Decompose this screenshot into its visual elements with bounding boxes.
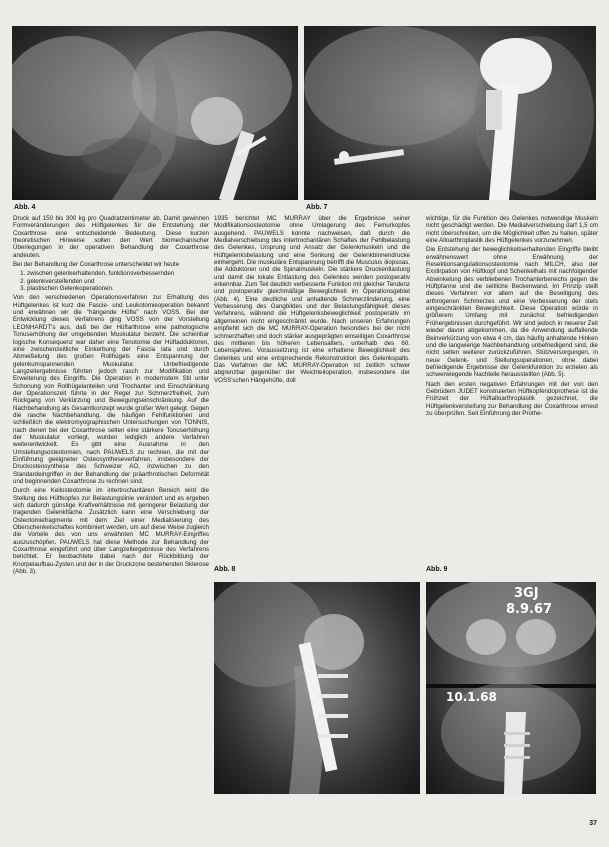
figure-abb-8-xray: [214, 582, 420, 794]
figure-abb-9-caption: Abb. 9: [426, 566, 448, 573]
right-paragraph-2: Die Entstehung der beweglichkeitserhaltenden Eingriffe bleibt erwähnenswert ohne Erwähnung der Resektionsangulationsosteotomie nach MILCH, also der Exstirpation von Hüftkopf und Schenkelhals mit nachfolgender Abwinkelung des verbliebenen Trochanterbereichs gegen die Hüftpfanne und die seitliche Beckenwand. Im Prinzip stellt dieses Verfahren vor allem auf die Beseitigung des arthrogenen Schmerzes und eine Verbesserung der stets eingeschränkten Beweglichkeit. Diese Operation würde in größerem Umfang mit zunächst befriedigenden Frühergebnissen durchgeführt. Wir sind jedoch in neuerer Zeit wieder davon abgekommen, da die Anwendung auffallende Beinverkürzung von etwa 4 cm, das häufig anhaltende Hinken und die langwierige Nachbehandlung unbefriedigend sind, die nicht selten weiterer zurückzuführen. Stützversorgungen, in neue Gelenk- und Stellungsoperationen, ohne dabei befriedigende Ergebnisse der Gelenkfunktion zu erzielen als schwerwiegende Nachteile herausstellten (Abb. 5).: [426, 246, 598, 379]
figure-abb-9-xray: [426, 582, 596, 794]
xray-date-bottom: 10.1.68: [446, 690, 497, 704]
left-paragraph-3: Von den verschiedenen Operationsverfahren zur Erhaltung des Hüftgelenkes ist kurz die Fascie- und Leukotomieoperation bekannt und erwähnen wir die "hängende Hüfte" nach VOSS. Bei der Entwicklung dieses Verfahrens ging VOSS von der Vorstellung LEONHARDT's aus, daß bei der Hüftarthrose eine pathologische Tonuserhöhung der umgebenden Muskulatur besteht. Die scheinbar logische Konsequenz war daher eine Tenotomie der Hüftadduktoren, eine zwischenzeitliche Einkerbung der Fascia lata und durch Abmeißelung des großen Rollhügels eine Entspannung der gelenkumspannenden Muskulatur. Unbefriedigende Langzeitergebnisse führten jedoch rasch zur Modifikation und Erweiterung des Eingriffs. Die Operation in modernstem Stil unter Schonung von Rollhügelanteilen und Trochanter und Einschränkung der Operationszeit führte in der Regel zur Schmerzfreiheit, zum Rückgang von Verkürzung und Bewegungseinschränkung. Auf die Nachbehandlung als Gesamtkonzept wurde großer Wert gelegt. Gegen die rasche Nachbehandlung, die häufigen Fehlfunktionen und schließlich die elektromyographischen Untersuchungen von TONNIS, nach denen bei der Coxarthrose selten eine stärkere Tonuserhöhung der Muskulatur vorliegt, wurden lediglich andere Verfahren weiterentwickelt. Es gibt eine Ausnahme in den Umstellungsosteotomien, nach PAUWELS zu rechnen, die mit der Einführung geeigneter Osteosyntheseverfahren, insbesondere der Druckosteosynthese des Schweizer AO, inzwischen zu den Standardeingriffen in der Behandlung der präarthrotischen Deformität und beginnenden Coxarthrose zu rechnen sind.: [13, 294, 209, 486]
list-item: 1. zwischen gelenkerhaltenden, funktionsverbessernden: [27, 270, 209, 277]
xray-pelvis-plate-image: [12, 26, 298, 200]
figure-abb-8-caption: Abb. 8: [214, 566, 236, 573]
middle-paragraph-1: 1935 berichtet MC MURRAY über die Ergebnisse seiner Modifikationsosteotomie ohne Umlagerung des Femurkopfes ausgehend. PAUWELS konnte nachweisen, daß durch die Medialverschiebung des intertrochantären Schaftes der Fehlbelastung des Gelenkes, Ursprung und Ansatz der Gelenkmuskeln und die Hüftgelenksbelastung und eine Senkung der Gelenkbinnendrucke einhergeht. Die muskuläre Entspannung betrifft die Musculus iliopsoas, die Adduktoren und die Spinalmuskeln. Die stärkere Druckentlastung und damit die lokale Entlastung des Gelenkes werden postoperativ erkennbar. Zum Teil deutlich verbesserte Funktion mit gleicher Tendenz und postoperativ gleichmäßige Beweglichkeit im Operationsgebiet (Abb. 4). Eine deutliche und anhaltende Schmerzlinderung, eine Verbesserung des Gangbildes und der Belastungsfähigkeit dieses Verfahrens, während die Hüftgelenksbeweglichkeit postoperativ im allgemeinen nicht eingeschränkt wurde. Nach unseren Erfahrungen empfiehlt sich die MC MURRAY-Operation besonders bei der nicht schmerzhaften und doch stärker ausgeprägten einseitigen Coxarthrose des mittleren bis höheren Lebensalters, unterhalb des 60. Lebensjahres. Voraussetzung ist eine erhaltene Beweglichkeit des Gelenkes und eine entsprechende Rekonstruktion des Gelenkspalts. Das Verfahren der MC MURRAY-Operation ist zeitlich schwer abgrenzbar gegenüber der Weichteiloperation, insbesondere der VOSS'schen Hängehüfte, doll: [214, 215, 410, 384]
xray-hip-prosthesis-image: [304, 26, 596, 200]
figure-abb-4-xray: [12, 26, 298, 200]
left-paragraph-1: Druck auf 150 bis 300 kg pro Quadratzentimeter ab. Damit gewinnen Formveränderungen des Hüftgelenkes für die Entstehung der Coxarthrose eine entscheidende Bedeutung. Diese kurzen theoretischen Hinweise sollen den Wert biomechanischer Überlegungen in der operativen Behandlung der Coxarthrose andeuten.: [13, 215, 209, 259]
page-number: 37: [589, 820, 597, 827]
list-item: 3. plastischen Gelenkoperationen.: [27, 285, 209, 292]
right-paragraph-3: Nach den ersten negativen Erfahrungen mit der von den Gebrüdern JUDET konstruierten Hüftkopfendoprothese ist die Frühzeit der Hüftalloarthroplastik gezeichnet, die Hüftgelenkversteifung zur Behandlung der Coxarthrose erneut zu überprüfen. Seit Einführung der Prothe-: [426, 380, 598, 417]
figure-abb-4-caption: Abb. 4: [14, 204, 36, 211]
left-paragraph-4: Durch eine Keilosteotomie im intertrochantären Bereich wird die Stellung des Hüftkopfes zur Belastungslinie verändert und es ergeben sich dadurch günstige Kraftverhältnisse mit geringerer Belastung der tragenden Gelenkfläche. Zusätzlich kann eine Verschiebung der Osteotomiefragmente mit dem Ziel einer Medialisierung des Oberschenkelschaftes kombiniert werden, um auf diese Weise zugleich die Vorteile des von uns erwähnten MC MURRAY-Eingriffes auszuschöpfen. PAUWELS hat diese Methode zur Behandlung der Coxarthrose eingeführt und über Langzeitergebnisse des Verfahrens berichtet. Er beobachtete dabei nach der Rückbildung der Knorpelaufbau-Zysten und der in der Druckzone bestehenden Sklerose (Abb. 3).: [13, 487, 209, 576]
figure-abb-7-caption: Abb. 7: [306, 204, 328, 211]
left-paragraph-2: Bei der Behandlung der Coxarthrose unterscheidet wir heute: [13, 261, 180, 269]
text-column-right: [426, 215, 598, 560]
list-item: 2. gelenkversteifenden und: [27, 278, 209, 285]
operation-types-list: [27, 270, 209, 292]
text-column-middle: [214, 215, 410, 560]
figure-abb-7-xray: [304, 26, 596, 200]
right-paragraph-1: wichtige, für die Funktion des Gelenkes notwendige Muskeln nicht geschädigt werden. Die Medialverschiebung darf 1,5 cm nicht überschreiten, um die Möglichkeit offen zu halten, später eine Alloarthroplastik des Hüftgelenkes vorzunehmen.: [426, 215, 598, 245]
xray-femur-plate-image: [214, 582, 420, 794]
text-column-left: [13, 215, 209, 793]
xray-date-top: 8.9.67: [506, 602, 553, 617]
xray-label-top: 3GJ: [514, 586, 539, 601]
